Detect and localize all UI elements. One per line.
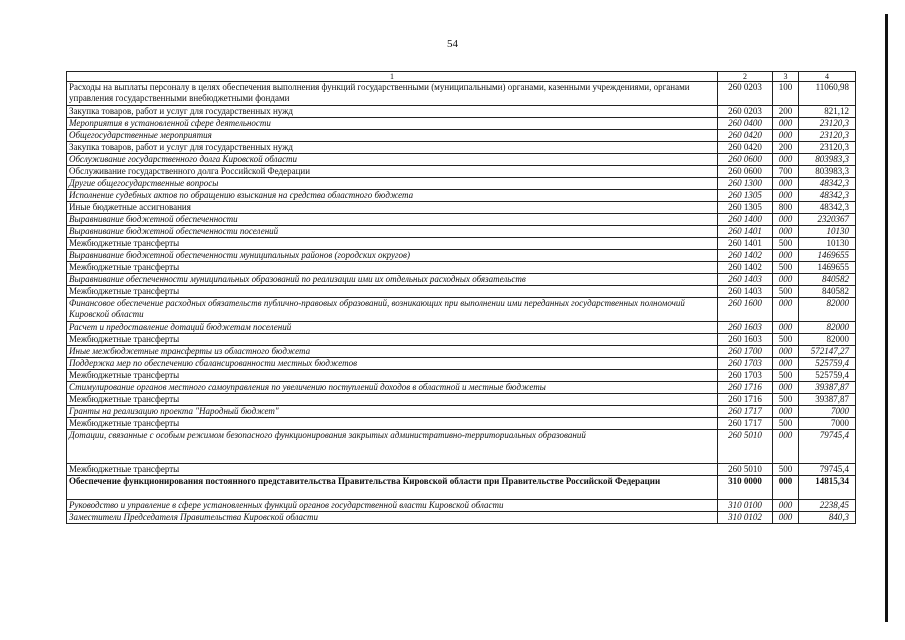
- row-amount: 48342,3: [799, 178, 856, 190]
- row-code: 260 0600: [718, 154, 773, 166]
- row-amount: 39387,87: [799, 382, 856, 394]
- row-amount: 803983,3: [799, 166, 856, 178]
- row-expense-type: 200: [773, 142, 799, 154]
- row-name: Руководство и управление в сфере установленных функций органов государственной власти Кировской области: [67, 500, 718, 512]
- table-row: [67, 358, 856, 370]
- row-expense-type: 500: [773, 370, 799, 382]
- scan-edge-line: [885, 14, 888, 622]
- row-amount: 10130: [799, 226, 856, 238]
- row-expense-type: 000: [773, 274, 799, 286]
- row-amount: 82000: [799, 322, 856, 334]
- row-code: 260 1300: [718, 178, 773, 190]
- table-row: [67, 382, 856, 394]
- row-name: Стимулирование органов местного самоуправления по увеличению поступлений доходов в областной и местные бюджеты: [67, 382, 718, 394]
- page-number: 54: [447, 38, 458, 50]
- table-row: [67, 262, 856, 274]
- budget-table-body: [67, 72, 856, 524]
- row-expense-type: 000: [773, 130, 799, 142]
- row-code: 260 1603: [718, 322, 773, 334]
- table-row: [67, 430, 856, 464]
- row-amount: 14815,34: [799, 476, 856, 500]
- table-row: [67, 142, 856, 154]
- row-code: 260 1703: [718, 370, 773, 382]
- row-name: Межбюджетные трансферты: [67, 418, 718, 430]
- row-code: 260 1700: [718, 346, 773, 358]
- table-row: [67, 298, 856, 322]
- row-code: 260 1703: [718, 358, 773, 370]
- row-code: 260 0420: [718, 130, 773, 142]
- row-expense-type: 800: [773, 202, 799, 214]
- table-row: [67, 178, 856, 190]
- row-code: 260 1716: [718, 382, 773, 394]
- row-code: 260 0600: [718, 166, 773, 178]
- row-amount: 7000: [799, 406, 856, 418]
- row-amount: 572147,27: [799, 346, 856, 358]
- row-expense-type: 000: [773, 346, 799, 358]
- row-name: Общегосударственные мероприятия: [67, 130, 718, 142]
- row-name: Межбюджетные трансферты: [67, 464, 718, 476]
- table-header-row: [67, 72, 856, 82]
- row-code: 260 1717: [718, 418, 773, 430]
- row-amount: 82000: [799, 334, 856, 346]
- row-name: Межбюджетные трансферты: [67, 238, 718, 250]
- header-col-name: 1: [67, 72, 718, 82]
- row-amount: 23120,3: [799, 142, 856, 154]
- table-row: [67, 118, 856, 130]
- row-expense-type: 000: [773, 406, 799, 418]
- budget-table: [66, 71, 856, 524]
- row-expense-type: 000: [773, 178, 799, 190]
- table-row: [67, 334, 856, 346]
- row-amount: 79745,4: [799, 430, 856, 464]
- table-row: [67, 238, 856, 250]
- row-code: 260 1403: [718, 274, 773, 286]
- row-expense-type: 000: [773, 512, 799, 524]
- table-row: [67, 370, 856, 382]
- row-amount: 23120,3: [799, 118, 856, 130]
- row-code: 260 1401: [718, 226, 773, 238]
- row-amount: 1469655: [799, 250, 856, 262]
- row-amount: 2238,45: [799, 500, 856, 512]
- row-expense-type: 700: [773, 166, 799, 178]
- row-name: Выравнивание бюджетной обеспеченности поселений: [67, 226, 718, 238]
- table-row: [67, 274, 856, 286]
- table-row: [67, 202, 856, 214]
- row-amount: 10130: [799, 238, 856, 250]
- row-code: 260 1400: [718, 214, 773, 226]
- table-row: [67, 322, 856, 334]
- table-row: [67, 464, 856, 476]
- row-code: 260 1603: [718, 334, 773, 346]
- row-amount: 840582: [799, 286, 856, 298]
- row-code: 260 0203: [718, 106, 773, 118]
- row-expense-type: 200: [773, 106, 799, 118]
- row-amount: 11060,98: [799, 82, 856, 106]
- row-expense-type: 000: [773, 358, 799, 370]
- row-expense-type: 500: [773, 262, 799, 274]
- table-row: [67, 406, 856, 418]
- table-row: [67, 250, 856, 262]
- row-amount: 840,3: [799, 512, 856, 524]
- row-code: 260 1401: [718, 238, 773, 250]
- table-row: [67, 166, 856, 178]
- table-row: [67, 512, 856, 524]
- row-name: Поддержка мер по обеспечению сбалансированности местных бюджетов: [67, 358, 718, 370]
- row-name: Обслуживание государственного долга Кировской области: [67, 154, 718, 166]
- row-code: 260 1600: [718, 298, 773, 322]
- row-name: Заместители Председателя Правительства Кировской области: [67, 512, 718, 524]
- row-amount: 1469655: [799, 262, 856, 274]
- row-expense-type: 000: [773, 476, 799, 500]
- row-code: 310 0102: [718, 512, 773, 524]
- row-name: Дотации, связанные с особым режимом безопасного функционирования закрытых административно-территориальных образований: [67, 430, 718, 464]
- row-name: Выравнивание бюджетной обеспеченности муниципальных районов (городских округов): [67, 250, 718, 262]
- row-expense-type: 500: [773, 334, 799, 346]
- row-name: Исполнение судебных актов по обращению взыскания на средства областного бюджета: [67, 190, 718, 202]
- row-name: Межбюджетные трансферты: [67, 394, 718, 406]
- row-code: 260 0400: [718, 118, 773, 130]
- header-col-code: 2: [718, 72, 773, 82]
- row-name: Межбюджетные трансферты: [67, 370, 718, 382]
- table-row: [67, 286, 856, 298]
- table-row: [67, 418, 856, 430]
- row-amount: 48342,3: [799, 202, 856, 214]
- row-code: 260 0203: [718, 82, 773, 106]
- row-code: 260 1305: [718, 190, 773, 202]
- row-amount: 525759,4: [799, 370, 856, 382]
- row-name: Межбюджетные трансферты: [67, 334, 718, 346]
- row-name: Выравнивание обеспеченности муниципальных образований по реализации ими их отдельных расходных обязательств: [67, 274, 718, 286]
- row-amount: 525759,4: [799, 358, 856, 370]
- table-row: [67, 346, 856, 358]
- row-expense-type: 000: [773, 382, 799, 394]
- row-name: Межбюджетные трансферты: [67, 286, 718, 298]
- row-code: 260 1716: [718, 394, 773, 406]
- row-name: Обслуживание государственного долга Российской Федерации: [67, 166, 718, 178]
- row-code: 260 5010: [718, 464, 773, 476]
- table-row: [67, 190, 856, 202]
- row-name: Закупка товаров, работ и услуг для государственных нужд: [67, 106, 718, 118]
- table-row: [67, 106, 856, 118]
- row-name: Межбюджетные трансферты: [67, 262, 718, 274]
- row-expense-type: 000: [773, 214, 799, 226]
- row-expense-type: 000: [773, 500, 799, 512]
- row-name: Иные бюджетные ассигнования: [67, 202, 718, 214]
- table-row: [67, 154, 856, 166]
- table-row: [67, 476, 856, 500]
- row-code: 260 1402: [718, 250, 773, 262]
- row-expense-type: 500: [773, 238, 799, 250]
- table-row: [67, 500, 856, 512]
- row-expense-type: 500: [773, 286, 799, 298]
- row-name: Мероприятия в установленной сфере деятельности: [67, 118, 718, 130]
- row-expense-type: 000: [773, 190, 799, 202]
- row-expense-type: 000: [773, 154, 799, 166]
- row-code: 260 1402: [718, 262, 773, 274]
- table-row: [67, 214, 856, 226]
- row-expense-type: 000: [773, 250, 799, 262]
- row-amount: 821,12: [799, 106, 856, 118]
- row-name: Расходы на выплаты персоналу в целях обеспечения выполнения функций государственными (муниципальными) органами, казенными учреждениями, органами управления государственными внебюджетными фондами: [67, 82, 718, 106]
- row-expense-type: 000: [773, 226, 799, 238]
- row-expense-type: 500: [773, 418, 799, 430]
- row-code: 260 1403: [718, 286, 773, 298]
- row-amount: 48342,3: [799, 190, 856, 202]
- table-row: [67, 82, 856, 106]
- row-expense-type: 500: [773, 464, 799, 476]
- row-name: Другие общегосударственные вопросы: [67, 178, 718, 190]
- row-amount: 23120,3: [799, 130, 856, 142]
- row-code: 260 5010: [718, 430, 773, 464]
- row-expense-type: 000: [773, 118, 799, 130]
- row-amount: 803983,3: [799, 154, 856, 166]
- table-row: [67, 394, 856, 406]
- row-amount: 2320367: [799, 214, 856, 226]
- row-expense-type: 100: [773, 82, 799, 106]
- table-row: [67, 226, 856, 238]
- header-col-amount: 4: [799, 72, 856, 82]
- row-code: 260 1305: [718, 202, 773, 214]
- row-expense-type: 000: [773, 430, 799, 464]
- row-code: 310 0000: [718, 476, 773, 500]
- row-name: Иные межбюджетные трансферты из областного бюджета: [67, 346, 718, 358]
- row-code: 260 0420: [718, 142, 773, 154]
- table-row: [67, 130, 856, 142]
- row-expense-type: 500: [773, 394, 799, 406]
- row-name: Гранты на реализацию проекта "Народный бюджет": [67, 406, 718, 418]
- row-amount: 82000: [799, 298, 856, 322]
- row-code: 260 1717: [718, 406, 773, 418]
- row-expense-type: 000: [773, 322, 799, 334]
- row-amount: 7000: [799, 418, 856, 430]
- row-amount: 79745,4: [799, 464, 856, 476]
- row-name: Выравнивание бюджетной обеспеченности: [67, 214, 718, 226]
- header-col-vr: 3: [773, 72, 799, 82]
- row-name: Финансовое обеспечение расходных обязательств публично-правовых образований, возникающих при выполнении ими переданных государственных полномочий Кировской области: [67, 298, 718, 322]
- row-name: Расчет и предоставление дотаций бюджетам поселений: [67, 322, 718, 334]
- row-name: Обеспечение функционирования постоянного представительства Правительства Кировской области при Правительстве Российской Федерации: [67, 476, 718, 500]
- row-name: Закупка товаров, работ и услуг для государственных нужд: [67, 142, 718, 154]
- row-expense-type: 000: [773, 298, 799, 322]
- row-code: 310 0100: [718, 500, 773, 512]
- row-amount: 840582: [799, 274, 856, 286]
- row-amount: 39387,87: [799, 394, 856, 406]
